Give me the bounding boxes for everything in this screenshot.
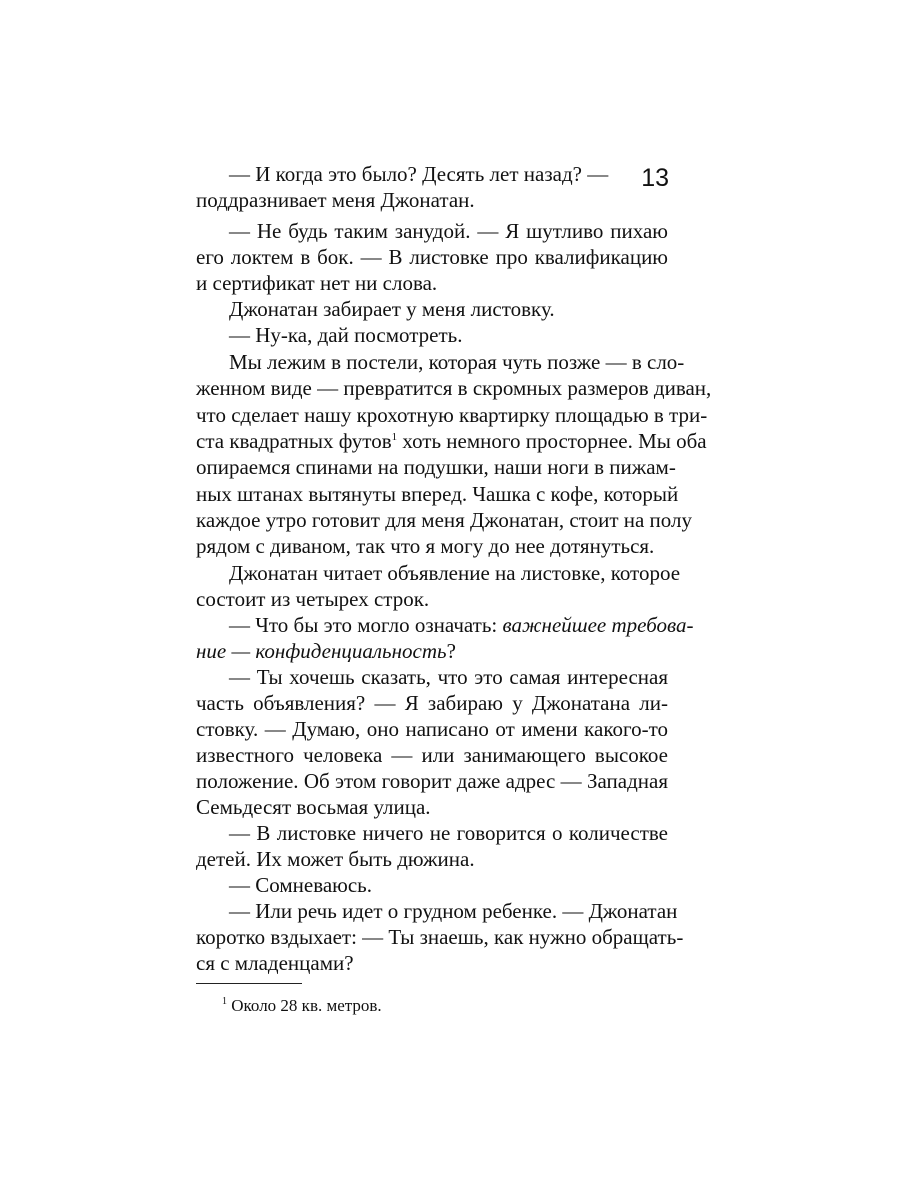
footnote-marker: 1 [222, 996, 227, 1007]
text-line [196, 612, 694, 638]
text-line: каждое утро готовит для меня Джонатан, стоит на полу [196, 508, 692, 532]
italic-text: ние — конфиденциальность [196, 639, 447, 663]
text-line: — Не будь таким занудой. — Я шутливо пихаю [229, 219, 668, 243]
text-line: — И когда это было? Десять лет назад? — [229, 162, 609, 186]
text-line: Джонатан забирает у меня листовку. [229, 297, 555, 321]
text-line: Мы лежим в постели, которая чуть позже — в сло- [229, 350, 685, 374]
text-line: известного человека — или занимающего высокое [196, 743, 668, 767]
text-line: что сделает нашу крохотную квартирку площадью в три- [196, 403, 708, 427]
page-number: 13 [641, 164, 669, 192]
text-line: Джонатан читает объявление на листовке, которое [229, 561, 681, 585]
text-line: и сертификат нет ни слова. [196, 271, 438, 295]
text-line: поддразнивает меня Джонатан. [196, 188, 475, 212]
text-line: женном виде — превратится в скромных размеров диван, [196, 376, 712, 400]
text-line: его локтем в бок. — В листовке про квалификацию [196, 245, 668, 269]
text-line: опираемся спинами на подушки, наши ноги в пижам- [196, 455, 676, 479]
footnote-divider [196, 983, 302, 984]
text-line [196, 638, 668, 664]
footnote-text: Около 28 кв. метров. [231, 996, 382, 1015]
text-line: ся с младенцами? [196, 951, 354, 975]
footnote [222, 994, 382, 1018]
text-line: — В листовке ничего не говорится о количестве [229, 821, 668, 845]
text-fragment: ? [446, 639, 456, 663]
text-line: часть объявления? — Я забираю у Джонатана ли- [196, 691, 668, 715]
text-line: — Или речь идет о грудном ребенке. — Джонатан [229, 899, 678, 923]
text-line: — Ну-ка, дай посмотреть. [229, 323, 463, 347]
text-fragment: — Что бы это могло означать: [229, 613, 503, 637]
text-line: — Сомневаюсь. [229, 873, 373, 897]
text-line: коротко вздыхает: — Ты знаешь, как нужно обращать- [196, 925, 684, 949]
text-line: детей. Их может быть дюжина. [196, 847, 475, 871]
text-line: положение. Об этом говорит даже адрес — Западная [196, 769, 668, 793]
footnote-reference: 1 [391, 431, 398, 443]
text-fragment: ста квадратных футов [196, 429, 392, 453]
text-line [196, 428, 707, 454]
text-line: состоит из четырех строк. [196, 587, 430, 611]
text-fragment: хоть немного просторнее. Мы оба [402, 429, 707, 453]
text-line: — Ты хочешь сказать, что это самая интересная [229, 665, 668, 689]
text-line: Семьдесят восьмая улица. [196, 795, 431, 819]
text-line: стовку. — Думаю, оно написано от имени какого-то [196, 717, 668, 741]
text-line: ных штанах вытянуты вперед. Чашка с кофе, который [196, 482, 679, 506]
text-line: рядом с диваном, так что я могу до нее дотянуться. [196, 534, 655, 558]
italic-text: важнейшее требова- [502, 613, 694, 637]
